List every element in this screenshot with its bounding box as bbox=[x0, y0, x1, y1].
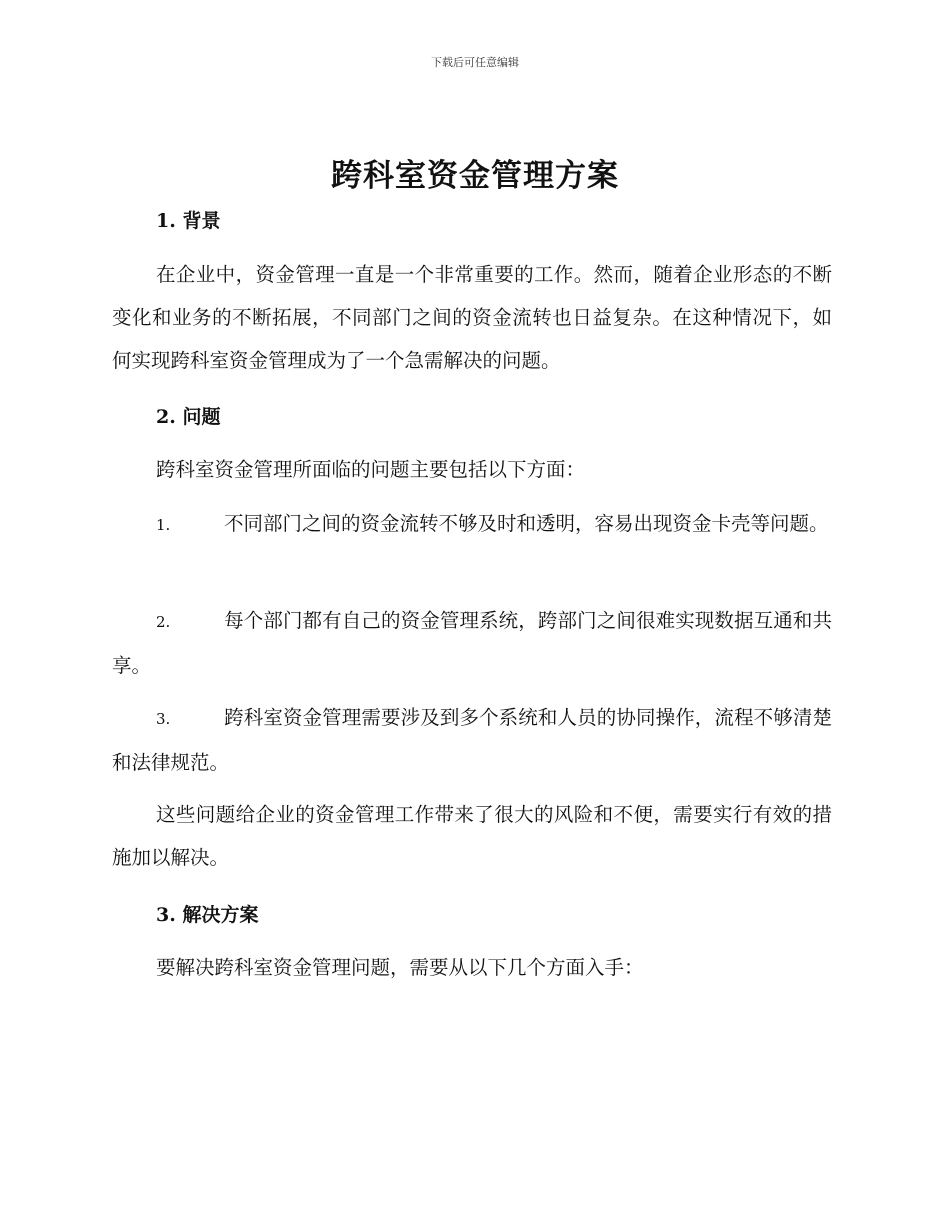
solution-intro: 要解决跨科室资金管理问题，需要从以下几个方面入手： bbox=[156, 956, 644, 979]
problems-intro: 跨科室资金管理所面临的问题主要包括以下方面： bbox=[156, 458, 586, 481]
problems-conclusion: 这些问题给企业的资金管理工作带来了很大的风险和不便，需要实行有效的措施加以解决。 bbox=[112, 803, 832, 869]
page-header-note: 下载后可任意编辑 bbox=[431, 56, 519, 69]
section-title: 问题 bbox=[182, 406, 221, 428]
list-item bbox=[112, 599, 832, 687]
section-number: 1. bbox=[156, 210, 176, 232]
list-item bbox=[112, 502, 832, 547]
list-item-text: 跨科室资金管理需要涉及到多个系统和人员的协同操作，流程不够清楚和法律规范。 bbox=[112, 706, 832, 774]
document-title: 跨科室资金管理方案 bbox=[331, 158, 619, 194]
list-item-text: 每个部门都有自己的资金管理系统，跨部门之间很难实现数据互通和共享。 bbox=[112, 609, 832, 677]
section-heading-background bbox=[156, 206, 220, 233]
section-title: 背景 bbox=[182, 210, 221, 232]
background-paragraph: 在企业中，资金管理一直是一个非常重要的工作。然而，随着企业形态的不断变化和业务的不断拓展，不同部门之间的资金流转也日益复杂。在这种情况下，如何实现跨科室资金管理成为了一个急需解决的问题。 bbox=[112, 263, 832, 372]
section-number: 2. bbox=[156, 406, 176, 428]
list-marker: 2. bbox=[156, 613, 171, 631]
list-marker: 1. bbox=[156, 516, 171, 534]
list-marker: 3. bbox=[156, 710, 171, 728]
section-number: 3. bbox=[156, 904, 176, 926]
section-heading-problems bbox=[156, 402, 220, 429]
list-item bbox=[112, 696, 832, 784]
section-heading-solution bbox=[156, 900, 258, 927]
list-item-text: 不同部门之间的资金流转不够及时和透明，容易出现资金卡壳等问题。 bbox=[224, 512, 829, 535]
section-title: 解决方案 bbox=[182, 904, 259, 926]
